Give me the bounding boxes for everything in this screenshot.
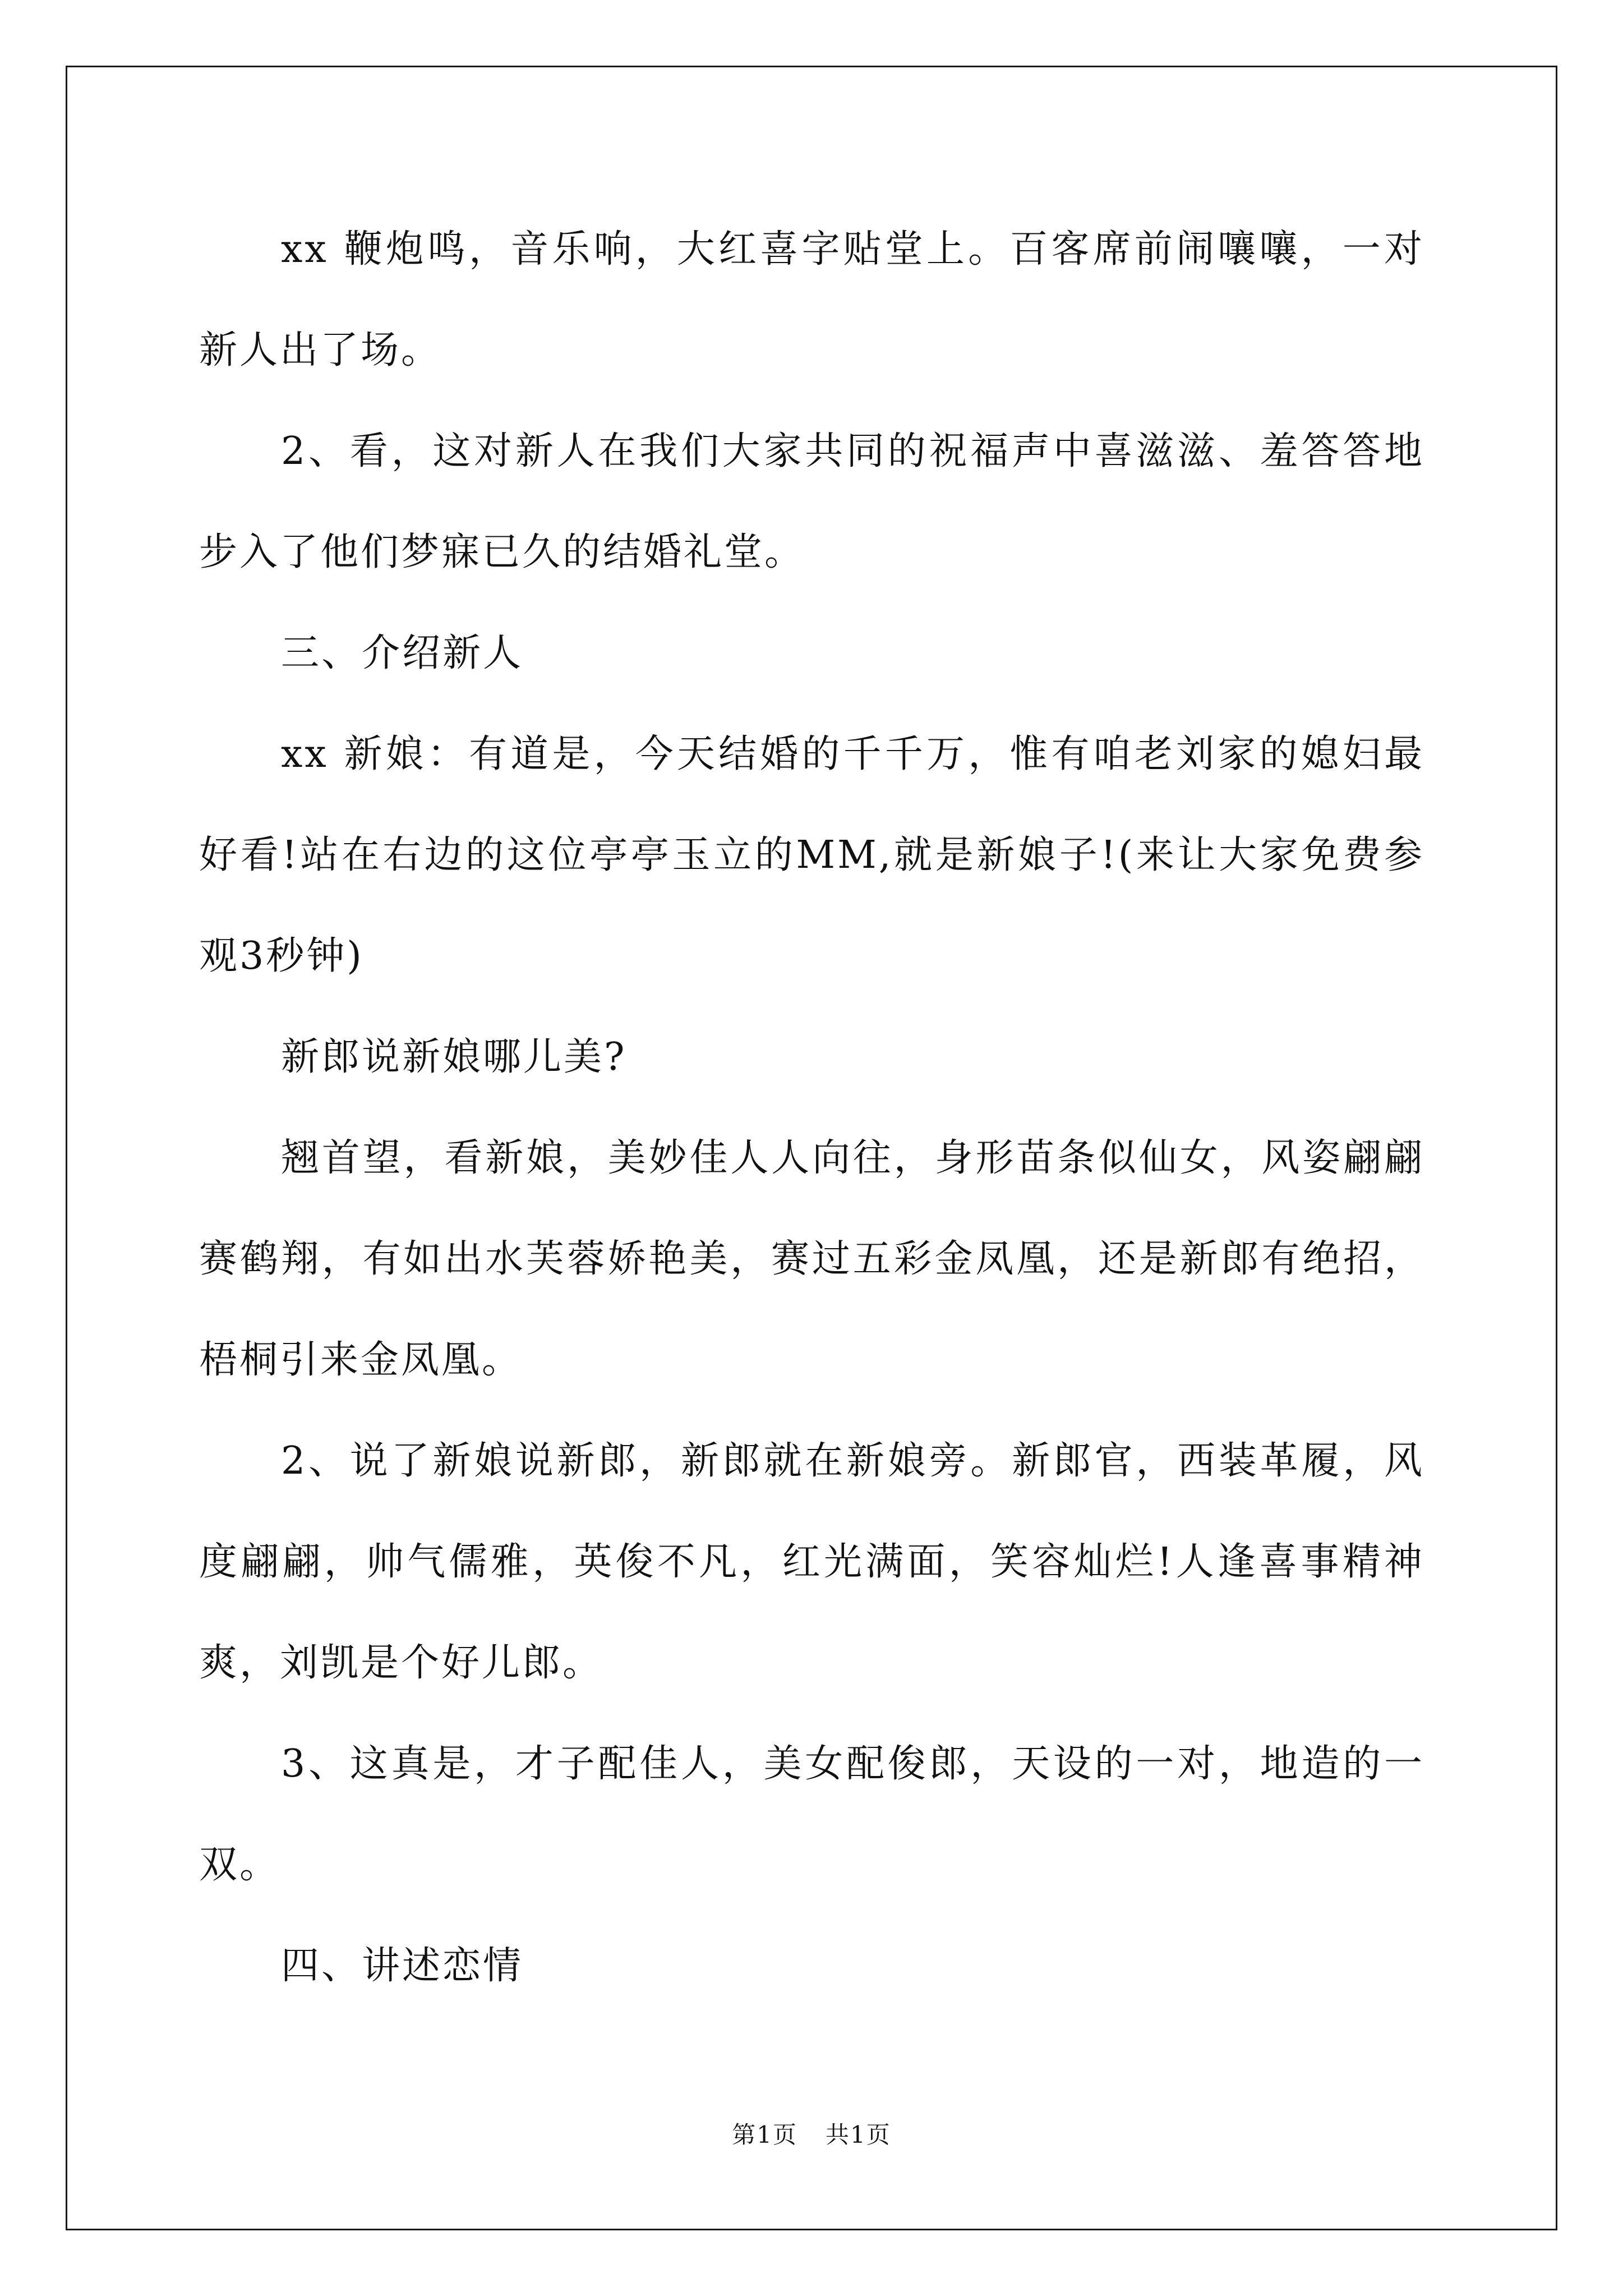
- document-body: [199, 199, 1424, 2017]
- section-heading: 三、介绍新人: [281, 631, 524, 675]
- paragraph: 翘首望，看新娘，美妙佳人人向往，身形苗条似仙女，风姿翩翩赛鹤翔，有如出水芙蓉娇艳美，赛过五彩金凤凰，还是新郎有绝招，梧桐引来金凤凰。: [199, 1136, 1424, 1382]
- paragraph: 新郎说新娘哪儿美?: [281, 1035, 627, 1079]
- paragraph: xx 鞭炮鸣，音乐响，大红喜字贴堂上。百客席前闹嚷嚷，一对新人出了场。: [199, 227, 1424, 372]
- paragraph: 2、说了新娘说新郎，新郎就在新娘旁。新郎官，西装革履，风度翩翩，帅气儒雅，英俊不凡，红光满面，笑容灿烂!人逢喜事精神爽，刘凯是个好儿郎。: [199, 1439, 1424, 1685]
- paragraph: 2、看，这对新人在我们大家共同的祝福声中喜滋滋、羞答答地步入了他们梦寐已久的结婚礼堂。: [199, 429, 1424, 574]
- section-heading: 四、讲述恋情: [281, 1944, 524, 1988]
- page-number: 第1页: [732, 2121, 797, 2148]
- paragraph: 3、这真是，才子配佳人，美女配俊郎，天设的一对，地造的一双。: [199, 1742, 1424, 1887]
- paragraph: xx 新娘：有道是，今天结婚的千千万，惟有咱老刘家的媳妇最好看!站在右边的这位亭亭玉立的MM,就是新娘子!(来让大家免费参观3秒钟): [199, 732, 1424, 978]
- page-total: 共1页: [826, 2121, 891, 2148]
- page-footer: [0, 2116, 1623, 2150]
